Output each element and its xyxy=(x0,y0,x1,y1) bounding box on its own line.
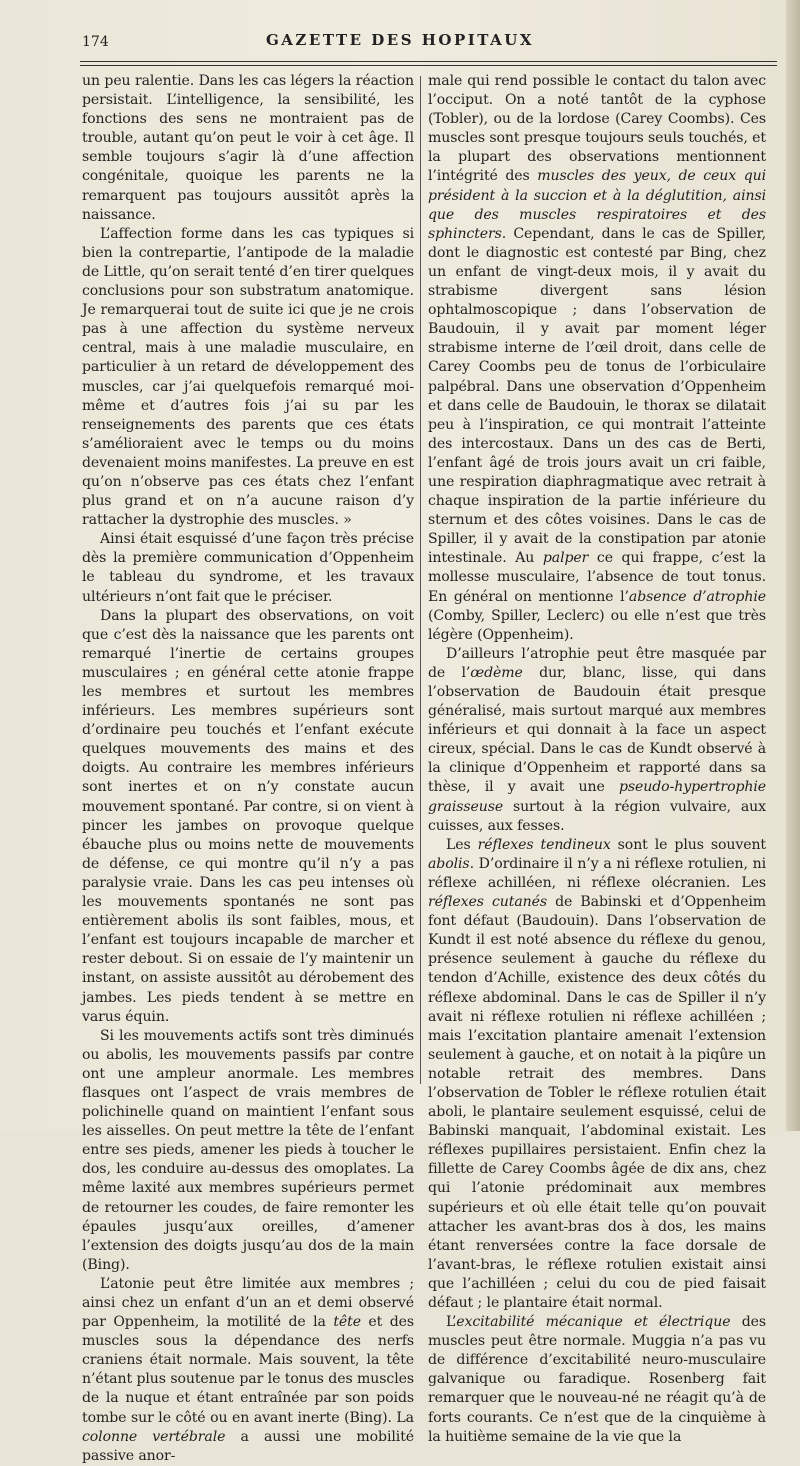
right_column-paragraph: male qui rend possible le contact du talon avec l’occiput. On a noté tantôt de la cyphose (Tobler), ou de la lordose (Carey Coombs). Ces muscles sont presque toujours seuls touchés, et la plupart des observations mentionnent l’intégrité des muscles des yeux, de ceux qui président à la succion et à la déglutition, ainsi que des muscles respiratoires et des sphincters. Cependant, dans le cas de Spiller, dont le diagnostic est contesté par Bing, chez un enfant de vingt-deux mois, il y avait du strabisme divergent sans lésion ophtalmoscopique ; dans l’observation de Baudouin, il y avait par moment léger strabisme interne de l’œil droit, dans celle de Carey Coombs peu de tonus de l’orbiculaire palpébral. Dans une observation d’Oppenheim et dans celle de Baudouin, le thorax se dilatait peu à l’inspiration, ce qui montrait l’atteinte des intercostaux. Dans un des cas de Berti, l’enfant âgé de trois jours avait un cri faible, une respiration diaphragmatique avec retrait à chaque inspiration de la partie inférieure du sternum et des côtes voisines. Dans le cas de Spiller, il y avait de la constipation par atonie intestinale. Au palper ce qui frappe, c’est la mollesse musculaire, l’absence de tout tonus. En général on mentionne l’absence d’atrophie (Comby, Spiller, Leclerc) ou elle n’est que très légère (Oppenheim). xyxy=(428,73,767,643)
header-rule-thin xyxy=(80,65,777,66)
left_column-paragraph: Dans la plupart des observations, on voit que c’est dès la naissance que les parents ont remarqué l’inertie de certains groupes musculaires ; en général cette atonie frappe les membres et surtout les membres inférieurs. Les membres supérieurs sont d’ordinaire peu touchés et l’enfant exécute quelques mouvements des mains et des doigts. Au contraire les membres inférieurs sont inertes et on n’y constate aucun mouvement spontané. Par contre, si on vient à pincer les jambes on provoque quelque ébauche plus ou moins nette de mouvements de défense, ce qui montre qu’il n’y a pas paralysie vraie. Dans les cas peu intenses où les mouvements spontanés ne sont pas entièrement abolis ils sont faibles, mous, et l’enfant est toujours incapable de marcher et rester debout. Si on essaie de l’y maintenir un instant, on assiste aussitôt au dérobement des jambes. Les pieds tendent à se mettre en varus équin. xyxy=(82,607,414,1025)
left-column xyxy=(82,72,414,1466)
left_column-paragraph: Si les mouvements actifs sont très diminués ou abolis, les mouvements passifs par contre ont une ampleur anormale. Les membres flasques ont l’aspect de vrais membres de polichinelle quand on maintient l’enfant sous les aisselles. On peut mettre la tête de l’enfant entre ses pieds, amener les pieds à toucher le dos, les conduire au-dessus des omoplates. La même laxité aux membres supérieurs permet de retourner les coudes, de faire remonter les épaules jusqu’aux oreilles, d’amener l’extension des doigts jusqu’au dos de la main (Bing). xyxy=(82,1027,414,1273)
page-number: 174 xyxy=(82,34,109,50)
right_column-paragraph: L’excitabilité mécanique et électrique des muscles peut être normale. Muggia n’a pas vu de différence d’excitabilité neuro-musculaire galvanique ou faradique. Rosenberg fait remarquer que le nouveau-né ne réagit qu’à de forts courants. Ce n’est que de la cinquième à la huitième semaine de la vie que la xyxy=(428,1314,766,1445)
left_column-paragraph: Ainsi était esquissé d’une façon très précise dès la première communication d’Oppenheim le tableau du syndrome, et les travaux ultérieurs n’ont fait que le préciser. xyxy=(82,531,414,605)
page-edge xyxy=(786,0,800,1131)
left_column-paragraph: L’affection forme dans les cas typiques si bien la contrepartie, l’antipode de la maladie de Little, qu’on serait tenté d’en tirer quelques conclusions pour son substratum anatomique. Je remarquerai tout de suite ici que je ne crois pas à une affection du système nerveux central, mais à une maladie musculaire, en particulier à un retard de développement des muscles, car j’ai quelquefois remarqué moi-même et d’autres fois j’ai su par les renseignements des parents que ces états s’amélioraient avec le temps ou du moins devenaient moins manifestes. La preuve en est qu’on n’observe pas ces états chez l’enfant plus grand et on n’a aucune raison d’y rattacher la dystrophie des muscles. » xyxy=(82,225,414,529)
column-divider xyxy=(420,76,421,1084)
left_column-paragraph: un peu ralentie. Dans les cas légers la réaction persistait. L’intelligence, la sensibilité, les fonctions des sens ne montraient pas de trouble, autant qu’on peut le voir à cet âge. Il semble toujours s’agir là d’une affection congénitale, quoique les parents ne la remarquent pas toujours aussitôt après la naissance. xyxy=(82,73,414,223)
right_column-paragraph: Les réflexes tendineux sont le plus souvent abolis. D’ordinaire il n’y a ni réflexe rotulien, ni réflexe achilléen, ni réflexe olécranien. Les réflexes cutanés de Babinski et d’Oppenheim font défaut (Baudouin). Dans l’observation de Kundt il est noté absence du réflexe du genou, présence seulement à gauche du réflexe du tendon d’Achille, existence des deux côtés du réflexe abdominal. Dans le cas de Spiller il n’y avait ni réflexe rotulien ni réflexe achilléen ; mais l’excitation plantaire amenait l’extension seulement à gauche, et on notait à la piqûre un notable retrait des membres. Dans l’observation de Tobler le réflexe rotulien était aboli, le plantaire seulement esquissé, celui de Babinski manquait, l’abdominal existait. Les réflexes pupillaires persistaient. Enfin chez la fillette de Carey Coombs âgée de dix ans, chez qui l’atonie prédominait aux membres supérieurs et où elle était telle qu’on pouvait attacher les avant-bras dos à dos, les mains étant renversées contre la face dorsale de l’avant-bras, le réflexe rotulien existait ainsi que l’achilléen ; celui du cou de pied faisait défaut ; le plantaire était normal. xyxy=(428,836,767,1311)
right_column-paragraph: D’ailleurs l’atrophie peut être masquée par de l’œdème dur, blanc, lisse, qui dans l’observation de Baudouin était presque généralisé, mais surtout marqué aux membres inférieurs et qui donnait à la face un aspect cireux, spécial. Dans le cas de Kundt observé à la clinique d’Oppenheim et rapporté dans sa thèse, il y avait une pseudo-hypertrophie graisseuse surtout à la région vulvaire, aux cuisses, aux fesses. xyxy=(428,645,766,834)
right-column xyxy=(428,72,766,1447)
header-rule xyxy=(80,61,777,62)
left_column-paragraph: L’atonie peut être limitée aux membres ; ainsi chez un enfant d’un an et demi observé par Oppenheim, la motilité de la tête et des muscles sous la dépendance des nerfs craniens était normale. Mais souvent, la tête n’étant plus soutenue par le tonus des muscles de la nuque et étant entraînée par son poids tombe sur le côté ou en avant inerte (Bing). La colonne vertébrale a aussi une mobilité passive anor- xyxy=(82,1275,414,1464)
running-title: GAZETTE DES HOPITAUX xyxy=(265,31,534,49)
